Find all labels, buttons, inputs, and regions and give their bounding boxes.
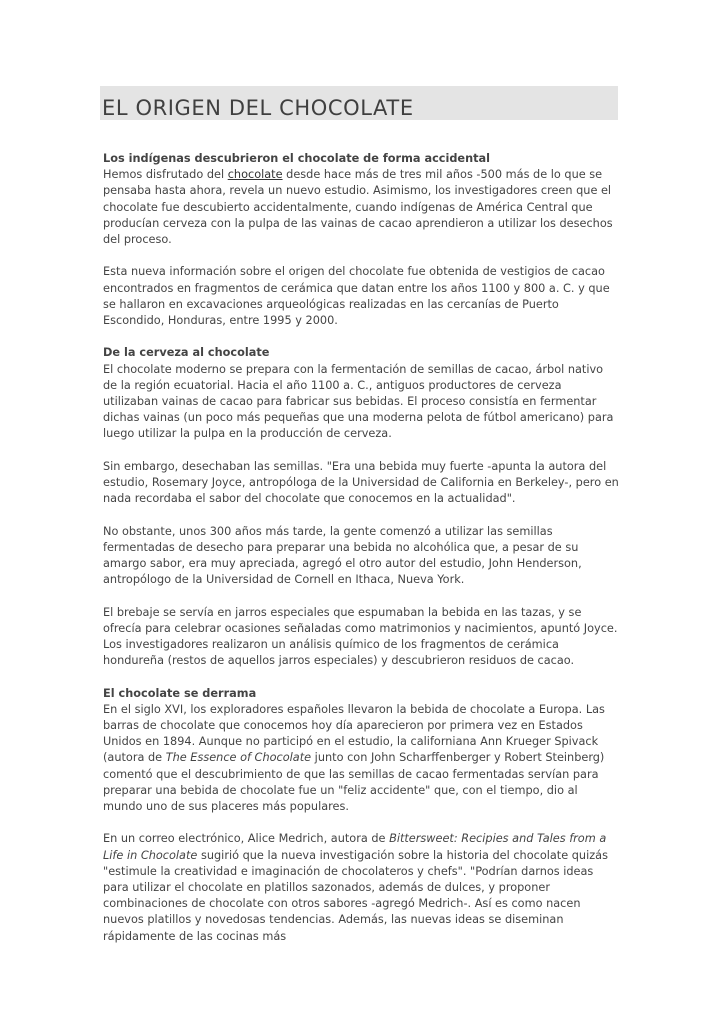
text: El chocolate moderno se prepara con la fermentación de semillas de cacao, árbol nativo de la región ecuatorial. Hacia el año 1100 a. C., antiguos productores de cerveza utilizaban vainas de cacao para fabricar sus bebidas. El proceso consistía en fermentar dichas vainas (un poco más pequeñas que una moderna pelota de fútbol americano) para luego utilizar la pulpa en la producción de cerveza. xyxy=(103,362,614,441)
paragraph: Sin embargo, desechaban las semillas. "Era una bebida muy fuerte -apunta la autora del estudio, Rosemary Joyce, antropóloga de la Universidad de California en Berkeley-, pero en nada recordaba el sabor del chocolate que conocemos en la actualidad". xyxy=(103,459,619,506)
chocolate-link[interactable]: chocolate xyxy=(227,168,283,182)
title-bar xyxy=(100,86,618,120)
paragraph: El brebaje se servía en jarros especiales que espumaban la bebida en las tazas, y se ofrecía para celebrar ocasiones señaladas como matrimonios y nacimientos, apuntó Joyce. Los investigadores realizaron un análisis químico de los fragmentos de cerámica hondureña (restos de aquellos jarros especiales) y descubrieron residuos de cacao. xyxy=(103,605,618,668)
paragraph xyxy=(103,345,619,442)
page-title: EL ORIGEN DEL CHOCOLATE xyxy=(102,96,414,120)
text: junto con John Scharffenberger y Robert Steinberg) comentó que el descubrimiento de que las semillas de cacao fermentadas servían para preparar una bebida de chocolate fue un "feliz accidente" que, con el tiempo, dio al mundo uno de sus placeres más populares. xyxy=(103,751,605,814)
text: sugirió que la nueva investigación sobre la historia del chocolate quizás "estimule la creatividad e imaginación de chocolateros y chefs". "Podrían darnos ideas para utilizar el chocolate en platillos sazonados, además de dulces, y proponer combinaciones de chocolate con otros sabores -agregó Medrich-. Así es como nacen nuevos platillos y novedosas tendencias. Además, las nuevas ideas se diseminan rápidamente de las cocinas más xyxy=(103,848,608,943)
paragraph xyxy=(103,831,619,944)
text: En un correo electrónico, Alice Medrich, autora de xyxy=(103,832,390,846)
article-body xyxy=(103,151,619,961)
text: En el siglo XVI, los exploradores españoles llevaron la bebida de chocolate a Europa. Las barras de chocolate que conocemos hoy día aparecieron por primera vez en Estados Unidos en 1894. Aunque no participó en el estudio, la californiana Ann Krueger Spivack (autora de xyxy=(103,702,605,765)
section-heading: El chocolate se derrama xyxy=(103,686,257,700)
paragraph xyxy=(103,151,619,248)
book-title: The Essence of Chocolate xyxy=(165,751,312,765)
paragraph: No obstante, unos 300 años más tarde, la gente comenzó a utilizar las semillas fermentadas de desecho para preparar una bebida no alcohólica que, a pesar de su amargo sabor, era muy apreciada, agregó el otro autor del estudio, John Henderson, antropólogo de la Universidad de Cornell en Ithaca, Nueva York. xyxy=(103,524,582,587)
text: Hemos disfrutado del xyxy=(103,168,228,182)
text: desde hace más de tres mil años -500 más de lo que se pensaba hasta ahora, revela un nuevo estudio. Asimismo, los investigadores creen que el chocolate fue descubierto accidentalmente, cuando indígenas de América Central que producían cerveza con la pulpa de las vainas de cacao aprendieron a utilizar los desechos del proceso. xyxy=(103,168,613,247)
section-heading: Los indígenas descubrieron el chocolate de forma accidental xyxy=(103,152,491,165)
paragraph: Esta nueva información sobre el origen del chocolate fue obtenida de vestigios de cacao encontrados en fragmentos de cerámica que datan entre los años 1100 y 800 a. C. y que se hallaron en excavaciones arqueológicas realizadas en las cercanías de Puerto Escondido, Honduras, entre 1995 y 2000. xyxy=(103,265,610,328)
book-title: Bittersweet: Recipies and Tales from a Life in Chocolate xyxy=(103,832,607,862)
section-heading: De la cerveza al chocolate xyxy=(103,346,270,360)
paragraph xyxy=(103,686,619,816)
